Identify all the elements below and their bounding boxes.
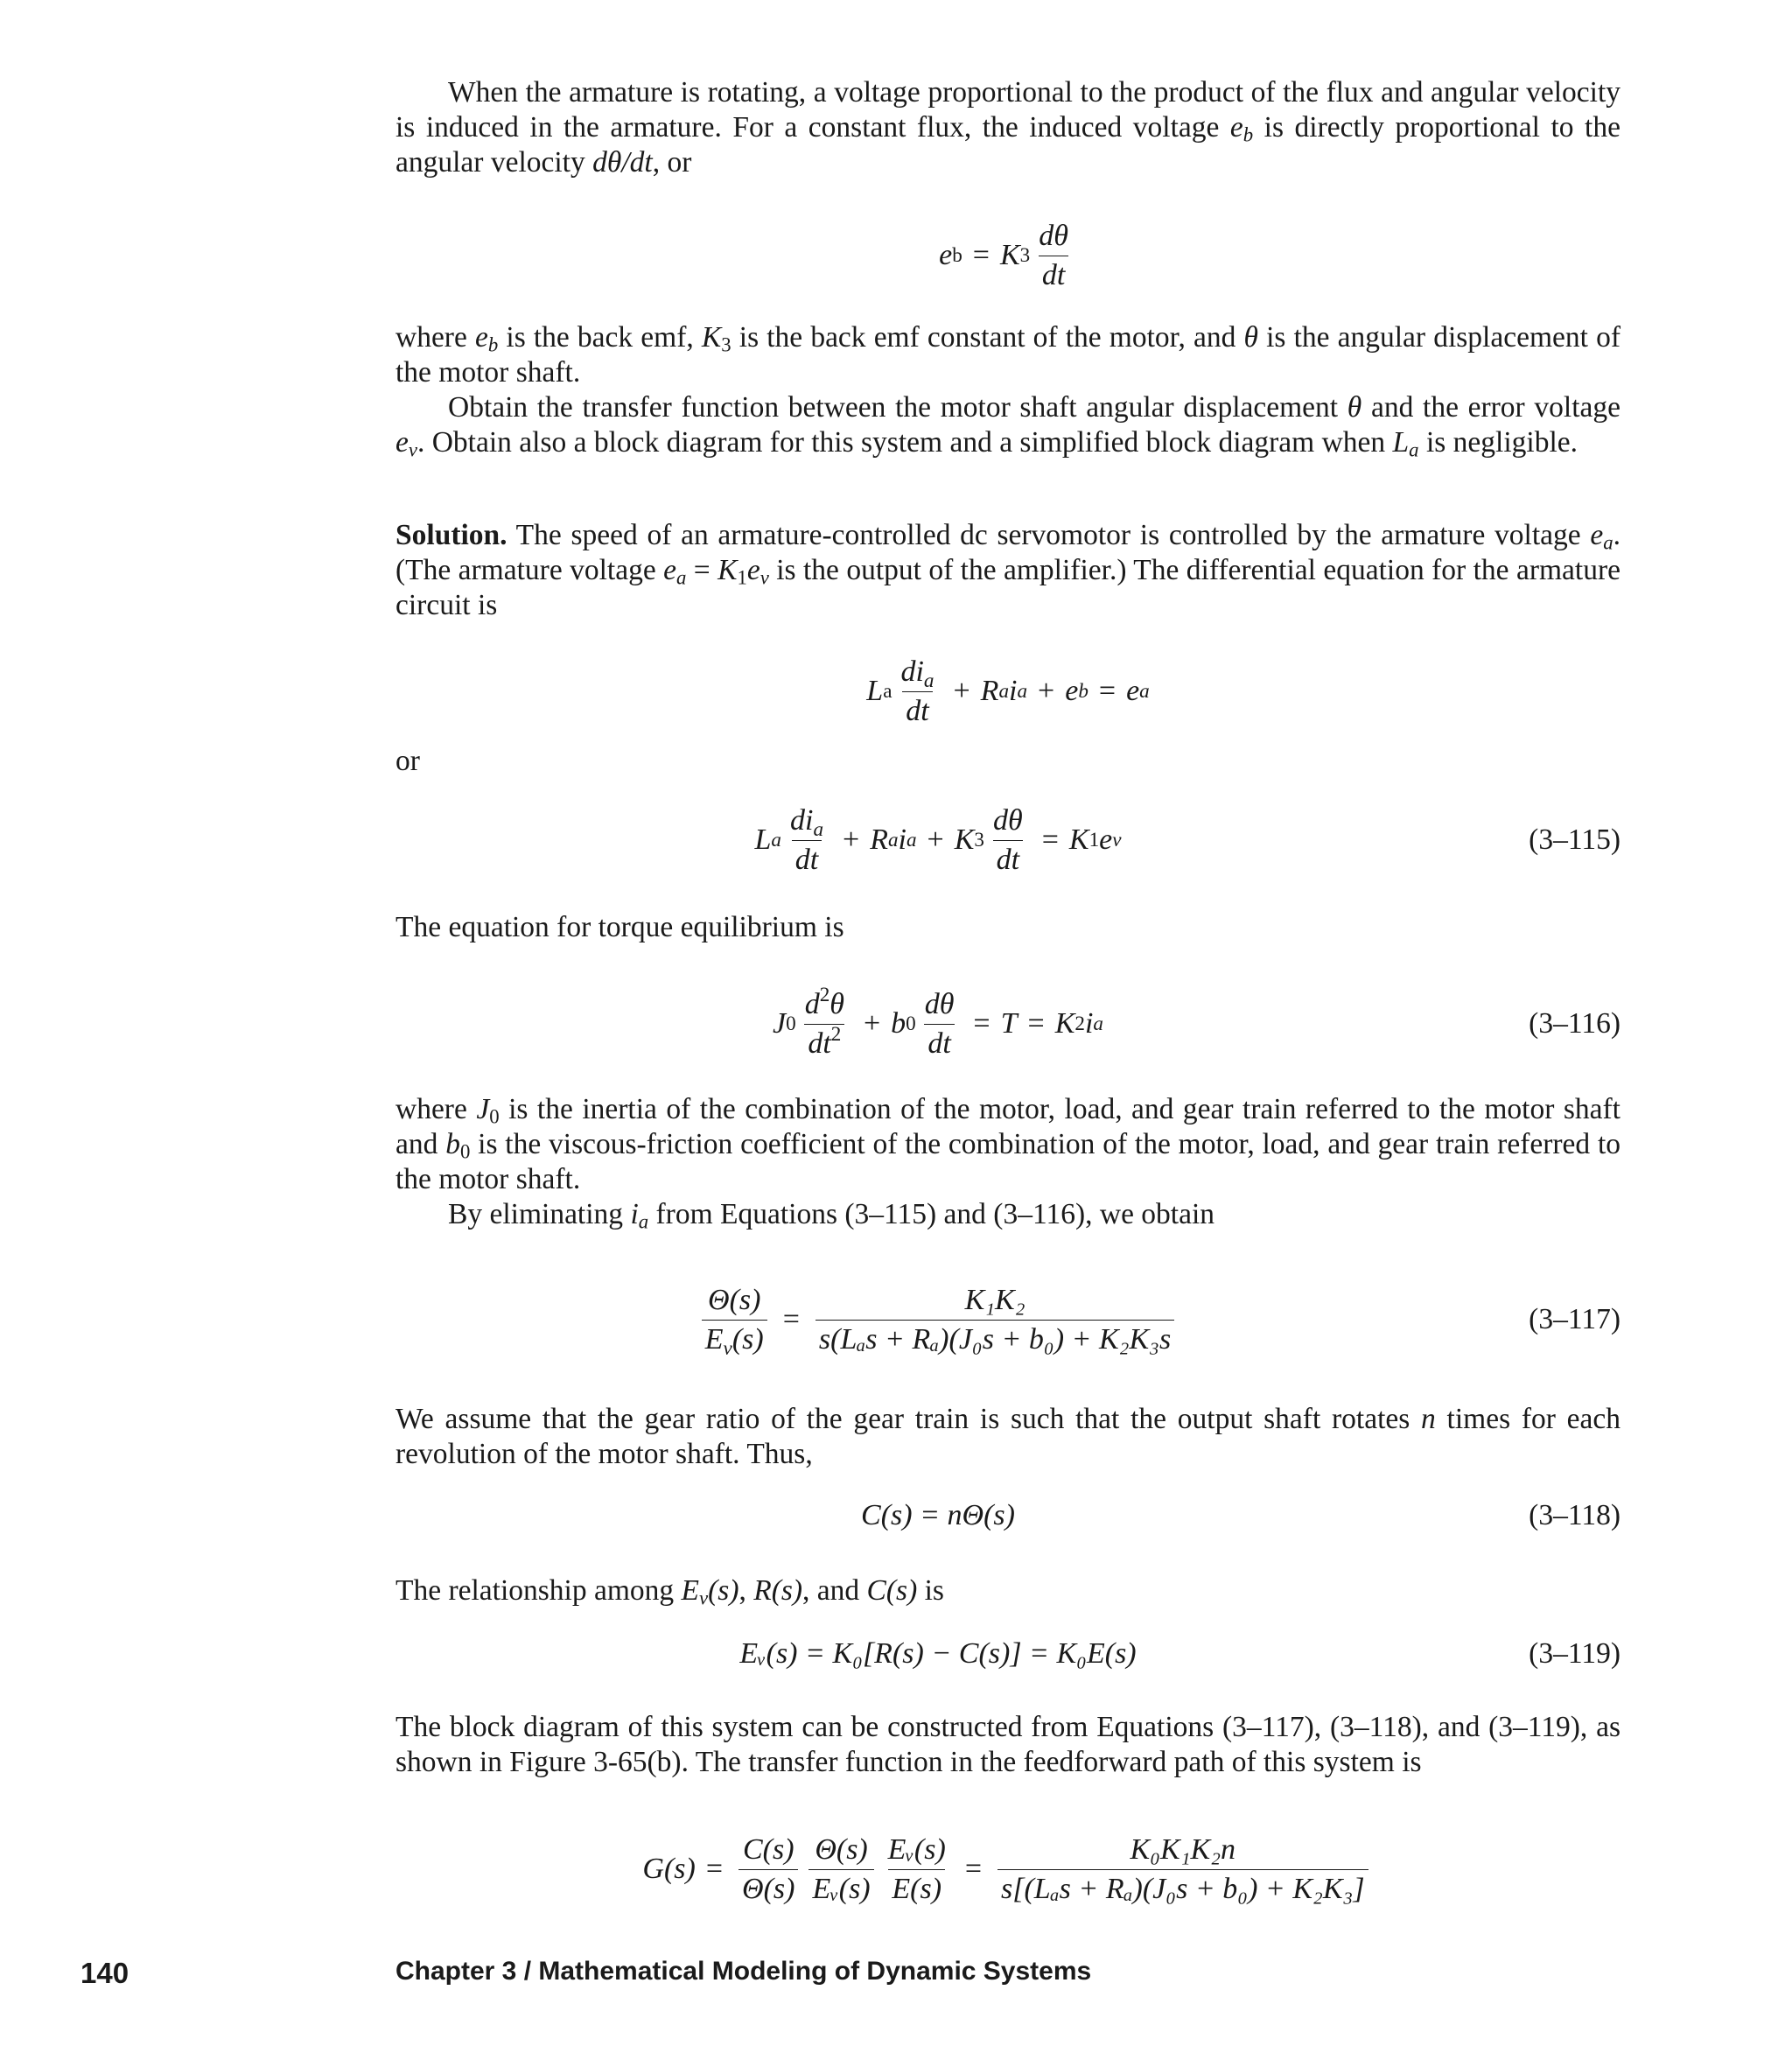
page-number: 140 — [80, 1957, 130, 1989]
equation-3-117: $\frac{\Theta(s)}{E_v(s)}$ = $\frac{\text{K₁K₂}}{\text{s(Lₐs + Rₐ)(J₀s + b₀) + K₂K₃s}}$ (3–117) — [396, 1267, 1620, 1372]
paragraph-eliminating: By eliminating $i_a$ from Equations (3–115) and (3–116), we obtain — [448, 1198, 1215, 1233]
paragraph-block-diagram: The block diagram of this system can be constructed from Equations (3–117), (3–118), and (3–119), as shown in Figure 3-65(b). The transfer function in the feedforward path of this system is — [396, 1711, 1620, 1778]
paragraph-where-eb: where $e_b$ is the back emf, $K_3$ is the back emf constant of the motor, and θ is the angular displacement of the motor shaft. — [396, 321, 1620, 389]
paragraph-induced-voltage: When the armature is rotating, a voltage proportional to the product of the flux and angular velocity is induced in the armature. For a constant flux, the induced voltage $e_b$ is directly proportional to the angular velocity dθ/dt, or — [396, 76, 1620, 179]
text-or: or — [396, 745, 420, 777]
paragraph-torque-equilibrium: The equation for torque equilibrium is — [396, 911, 844, 943]
paragraph-where-j0: where $J_0$ is the inertia of the combination of the motor, load, and gear train referred to the motor shaft and $b_0$ is the viscous-friction coefficient of the combination of the motor, load, and gear train referred to the motor shaft. — [396, 1093, 1621, 1195]
equation-number: (3–118) — [1529, 1499, 1620, 1531]
equation-number: (3–116) — [1529, 1007, 1620, 1040]
equation-3-119: Eᵥ(s) = K₀[R(s) − C(s)] = K₀E(s) (3–119) — [396, 1610, 1620, 1698]
equation-3-115: L a $\frac{di_a}{dt}$ + R a i a + K 3 $\frac{d\theta}{dt}$ = K 1 e v (3–115) — [396, 788, 1620, 893]
equation-3-118: C(s) = nΘ(s) (3–118) — [396, 1472, 1620, 1559]
equation-number: (3–117) — [1529, 1303, 1620, 1335]
paragraph-solution: Solution. The speed of an armature-controlled dc servomotor is controlled by the armature voltage $e_a$. (The armature voltage $e_a = K_1e_v$ is the output of the amplifier.) The differential equation for the armature circuit is — [396, 519, 1620, 621]
running-head: Chapter 3 / Mathematical Modeling of Dynamic Systems — [396, 1957, 1092, 1986]
equation-back-emf: e b = K 3 $\frac{d\theta}{dt}$ — [939, 220, 1068, 291]
equation-number: (3–119) — [1529, 1637, 1620, 1670]
paragraph-relationship: The relationship among $E_v(s)$, R(s), and C(s) is — [396, 1574, 944, 1609]
equation-armature-circuit: L a $\frac{di_a}{dt}$ + R a i a + e b = e a — [866, 655, 1150, 727]
paragraph-obtain: Obtain the transfer function between the motor shaft angular displacement θ and the error voltage $e_v$. Obtain also a block diagram for this system and a simplified block diagram when $L_a$ is negligible. — [396, 391, 1620, 461]
equation-feedforward-transfer-function: G(s) = $\frac{C(s)}{\Theta(s)}$ $\frac{\Theta(s)}{\text{Eᵥ(s)}}$ $\frac{\text{Eᵥ(s)}}{E(s)}$ = $\frac{\text{K₀K₁K₂n}}{\text{s[(Lₐs + Rₐ)(J₀s + b₀) + K₂K₃]}}$ — [396, 1817, 1620, 1922]
equation-number: (3–115) — [1529, 823, 1620, 856]
paragraph-gear-ratio: We assume that the gear ratio of the gear train is such that the output shaft rotates n times for each revolution of the motor shaft. Thus, — [396, 1403, 1621, 1470]
equation-3-116: J 0 $\frac{d^2\theta}{dt^2}$ + b 0 $\frac{d\theta}{dt}$ = T = K 2 i a (3–116) — [396, 971, 1620, 1076]
